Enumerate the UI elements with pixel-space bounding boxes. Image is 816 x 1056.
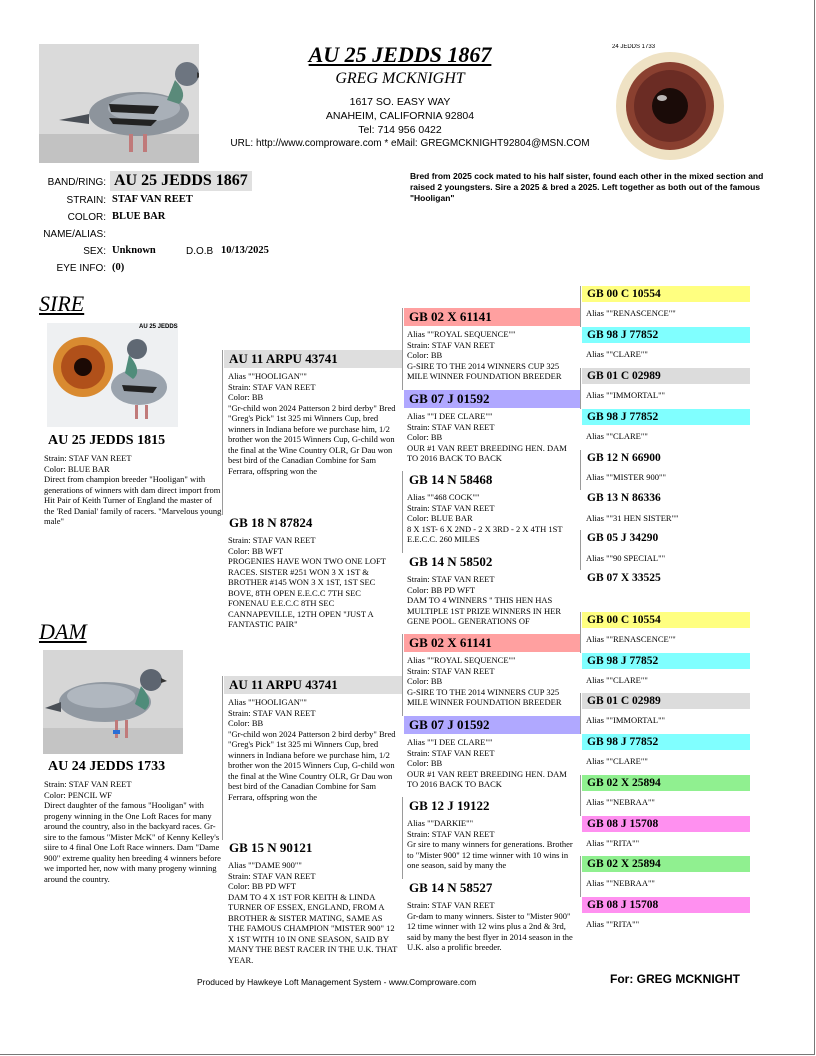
detail-line: Color: BB	[407, 676, 443, 686]
g4-dam-4-alias: Alias ""CLARE""	[586, 756, 648, 766]
g4-sire-2-band: GB 98 J 77852	[582, 327, 750, 343]
detail-line: Strain: STAF VAN REET	[407, 828, 495, 839]
address-line-1: 1617 SO. EASY WAY	[349, 96, 451, 108]
g4-sire-8-band: GB 07 X 33525	[587, 572, 661, 584]
detail-line: Color: BB	[407, 350, 443, 360]
detail-line: DAM TO 4 WINNERS " THIS HEN HAS MULTIPLE 1ST PRIZE WINNERS IN HER GENE POOL. GENERATIONS OF	[407, 595, 562, 626]
detail-line: Color: BLUE BAR	[407, 513, 473, 523]
dam-photo	[43, 650, 183, 754]
detail-line: Color: BB WFT	[228, 545, 284, 556]
bird-photo	[39, 44, 199, 163]
g3-sire-2-band: GB 07 J 01592	[404, 390, 580, 408]
phone: Tel: 714 956 0422	[358, 124, 442, 136]
g4-sire-1-alias: Alias ""RENASCENCE""	[586, 308, 676, 318]
connector-line	[402, 308, 403, 390]
band-label: BAND/RING:	[47, 177, 106, 188]
g4-sire-3-band: GB 01 C 02989	[582, 368, 750, 384]
detail-line: Strain: STAF VAN REET	[228, 870, 316, 881]
dam-dam-details	[228, 860, 400, 976]
detail-line: Alias ""HOOLIGAN""	[228, 697, 307, 707]
connector-line	[580, 368, 581, 409]
connector-line	[580, 612, 581, 653]
dam-dam-band: GB 15 N 90121	[229, 840, 313, 855]
detail-line: Gr sire to many winners for generations. Brother to "Mister 900" 12 time winner with 10 wins in one season, said by many the	[407, 839, 573, 870]
report-title: AU 25 JEDDS 1867	[308, 42, 492, 67]
g4-dam-2-band: GB 98 J 77852	[582, 653, 750, 669]
g4-sire-2-alias: Alias ""CLARE""	[586, 349, 648, 359]
dob-label: D.O.B	[186, 246, 214, 257]
sire-sire-band: AU 11 ARPU 43741	[224, 350, 402, 368]
g4-dam-3-band: GB 01 C 02989	[582, 693, 750, 709]
g4-sire-3-alias: Alias ""IMMORTAL""	[586, 390, 666, 400]
detail-line: Color: BB	[228, 718, 264, 728]
g3-dam-3-band: GB 12 J 19122	[409, 798, 490, 813]
detail-line: G-SIRE TO THE 2014 WINNERS CUP 325 MILE WINNER FOUNDATION BREEDER	[407, 360, 562, 381]
sire-band: AU 25 JEDDS 1815	[48, 433, 166, 448]
strain-value: STAF VAN REET	[112, 194, 193, 205]
detail-line: Strain: STAF VAN REET	[407, 339, 495, 350]
connector-line	[580, 775, 581, 816]
detail-line: "Gr-child won 2024 Patterson 2 bird derby" Bred "Greg's Pick" 1st 325 mi Winners Cup, bred winners in Indiana before we purchase him, 1/2 brother won the 2015 Winners Cup, G-child won the final at the Wine Country OLR, Gr Dau won best bird of the Canadian Combine for Sam Ferrara, offspring won the	[228, 728, 396, 802]
g3-dam-3-details	[407, 818, 579, 874]
footer-produced: Produced by Hawkeye Loft Management System - www.Comproware.com	[197, 977, 477, 987]
detail-line: Alias ""DAME 900""	[228, 860, 302, 870]
bird-notes: Bred from 2025 cock mated to his half sister, found each other in the mixed section and raised 2 youngsters. Sire a 2025 & bred a 2025. Left together as both out of the famous "Hooligan"	[410, 171, 764, 203]
detail-line: Alias ""ROYAL SEQUENCE""	[407, 329, 516, 339]
detail-line: OUR #1 VAN REET BREEDING HEN. DAM TO 2016 BACK TO BACK	[407, 442, 567, 463]
g4-dam-1-band: GB 00 C 10554	[582, 612, 750, 628]
sire-dam-band: GB 18 N 87824	[229, 515, 313, 530]
dam-title: DAM	[39, 619, 87, 644]
detail-line: DAM TO 4 X 1ST FOR KEITH & LINDA TURNER OF ESSEX, ENGLAND, FROM A BROTHER & SISTER MATING, SAME AS THE FAMOUS CHAMPION "MISTER 900" 12 X 1ST WITH 10 IN ONE SEASON, SAID BY MANY THE BEST RACER IN THE U.K. THAT YEAR.	[228, 891, 398, 965]
dam-image	[43, 650, 183, 754]
detail-line: Strain: STAF VAN REET	[228, 381, 316, 392]
sire-color: Color: BLUE BAR	[44, 463, 110, 474]
color-label: COLOR:	[67, 212, 106, 223]
g3-sire-3-details	[407, 492, 579, 550]
detail-line: Alias ""I DEE CLARE""	[407, 737, 493, 747]
eye-image	[610, 44, 730, 162]
g4-sire-1-band: GB 00 C 10554	[582, 286, 750, 302]
connector-line	[580, 693, 581, 734]
detail-line: "Gr-child won 2024 Patterson 2 bird derby" Bred "Greg's Pick" 1st 325 mi Winners Cup, bred winners in Indiana before we purchase him, 1/2 brother won the 2015 Winners Cup, G-child won the final at the Wine Country OLR, Gr Dau won best bird of the Canadian Combine for Sam Ferrara, offspring won the	[228, 402, 396, 476]
detail-line: Gr-dam to many winners. Sister to "Mister 900" 12 time winner with 12 wins plus a 2nd & 3rd, said by many the best flyer in 2014 season in the U.K. also a prolific breeder.	[407, 910, 573, 952]
dam-sire-band: AU 11 ARPU 43741	[224, 676, 402, 694]
detail-line: Color: BB PD WFT	[228, 881, 297, 891]
g4-dam-8-alias: Alias ""RITA""	[586, 919, 640, 929]
connector-line	[580, 450, 581, 490]
g3-dam-4-details	[407, 900, 579, 964]
sire-photo-tag: AU 25 JEDDS	[139, 324, 178, 330]
g3-dam-2-band: GB 07 J 01592	[404, 716, 580, 734]
sire-notes: Direct from champion breeder "Hooligan" with generations of winners with dam direct import from Hit Pair of Keith Turner of England the master of the 'Red Danial' family of racers. "Marvelous young male"	[44, 474, 222, 526]
footer-for: For: GREG MCKNIGHT	[610, 972, 740, 986]
pigeon-image	[39, 44, 199, 163]
sire-title: SIRE	[39, 291, 85, 316]
detail-line: Strain: STAF VAN REET	[407, 421, 495, 432]
sex-label: SEX:	[83, 246, 106, 257]
g3-sire-1-band: GB 02 X 61141	[404, 308, 580, 326]
g4-dam-6-band: GB 08 J 15708	[582, 816, 750, 832]
sire-dam-details	[228, 535, 400, 643]
detail-line: Alias ""ROYAL SEQUENCE""	[407, 655, 516, 665]
dam-notes: Direct daughter of the famous "Hooligan" with progeny winning in the One Loft Races for many around the country, also in the backyard races. Gr-sire to the famous "Mister McK" of Kenny Kelley's siire to 4 final One Loft Race winners. Dam "Dame 900" extreme quality hen breeding 4 winners before we imported her, now with many progeny winning around the country.	[44, 800, 221, 884]
g4-dam-1-alias: Alias ""RENASCENCE""	[586, 634, 676, 644]
dob-value: 10/13/2025	[221, 245, 269, 256]
detail-line: Color: BB	[228, 392, 264, 402]
sire-sire-details	[228, 371, 400, 491]
dam-details	[44, 779, 224, 913]
eye-photo	[610, 44, 730, 162]
dam-color: Color: PENCIL WF	[44, 789, 113, 800]
g3-dam-2-details	[407, 737, 579, 795]
detail-line: Color: BB	[407, 758, 443, 768]
g4-sire-6-band: GB 13 N 86336	[587, 492, 661, 504]
g3-dam-4-band: GB 14 N 58527	[409, 880, 493, 895]
sire-photo	[47, 323, 178, 427]
g3-sire-2-details	[407, 411, 579, 469]
detail-line: 8 X 1ST- 6 X 2ND - 2 X 3RD - 2 X 4TH 1ST E.E.C.C. 260 MILES	[407, 523, 563, 544]
detail-line: Strain: STAF VAN REET	[407, 900, 495, 910]
sire-image	[47, 323, 178, 427]
g4-dam-6-alias: Alias ""RITA""	[586, 838, 640, 848]
g4-sire-5-alias: Alias ""MISTER 900""	[586, 472, 666, 482]
strain-label: STRAIN:	[66, 195, 106, 206]
band-value: AU 25 JEDDS 1867	[110, 171, 252, 191]
connector-line	[580, 530, 581, 570]
g4-dam-7-alias: Alias ""NEBRAA""	[586, 878, 655, 888]
sire-details	[44, 453, 222, 539]
detail-line: Strain: STAF VAN REET	[407, 747, 495, 758]
g4-sire-5-band: GB 12 N 66900	[587, 452, 661, 464]
g4-dam-7-band: GB 02 X 25894	[582, 856, 750, 872]
detail-line: Strain: STAF VAN REET	[407, 574, 495, 584]
g4-dam-3-alias: Alias ""IMMORTAL""	[586, 715, 666, 725]
g4-sire-7-alias: Alias ""90 SPECIAL""	[586, 553, 666, 563]
detail-line: Alias ""468 COCK""	[407, 492, 480, 502]
url-email: URL: http://www.comproware.com * eMail: GREGMCKNIGHT92804@MSN.COM	[230, 138, 590, 149]
connector-line	[222, 350, 223, 515]
g3-sire-4-band: GB 14 N 58502	[409, 554, 493, 569]
g3-sire-1-details	[407, 329, 579, 389]
g3-dam-1-band: GB 02 X 61141	[404, 634, 580, 652]
g3-dam-1-details	[407, 655, 579, 715]
detail-line: PROGENIES HAVE WON TWO ONE LOFT RACES. SISTER #251 WON 3 X 1ST & BROTHER #145 WON 3 X 1ST, 1ST SEC BOVE, 8TH OPEN E.E.C.C 7TH SEC FONENAU E.E.C.C 8TH SEC CANNAPEVILLE, 12TH OPEN "JUST A FANTASTIC PAIR"	[228, 556, 386, 629]
g4-dam-2-alias: Alias ""CLARE""	[586, 675, 648, 685]
owner-name: GREG MCKNIGHT	[335, 70, 465, 87]
g4-dam-4-band: GB 98 J 77852	[582, 734, 750, 750]
g3-sire-4-details	[407, 574, 579, 630]
connector-line	[402, 634, 403, 716]
detail-line: OUR #1 VAN REET BREEDING HEN. DAM TO 2016 BACK TO BACK	[407, 768, 567, 789]
detail-line: Color: BB PD WFT	[407, 584, 476, 595]
detail-line: Color: BB	[407, 432, 443, 442]
connector-line	[402, 797, 403, 879]
color-value: BLUE BAR	[112, 211, 166, 222]
sex-value: Unknown	[112, 245, 156, 256]
g3-sire-3-band: GB 14 N 58468	[409, 472, 493, 487]
connector-line	[402, 471, 403, 553]
detail-line: Alias ""DARKIE""	[407, 818, 474, 828]
dam-band: AU 24 JEDDS 1733	[48, 759, 166, 774]
eye-value: (0)	[112, 262, 125, 273]
g4-sire-4-band: GB 98 J 77852	[582, 409, 750, 425]
connector-line	[580, 286, 581, 327]
g4-sire-7-band: GB 05 J 34290	[587, 532, 659, 544]
detail-line: Alias ""I DEE CLARE""	[407, 411, 493, 421]
detail-line: G-SIRE TO THE 2014 WINNERS CUP 325 MILE WINNER FOUNDATION BREEDER	[407, 686, 562, 707]
detail-line: Strain: STAF VAN REET	[407, 665, 495, 676]
g4-dam-5-band: GB 02 X 25894	[582, 775, 750, 791]
g4-dam-5-alias: Alias ""NEBRAA""	[586, 797, 655, 807]
detail-line: Strain: STAF VAN REET	[228, 707, 316, 718]
detail-line: Strain: STAF VAN REET	[228, 535, 316, 545]
address-line-2: ANAHEIM, CALIFORNIA 92804	[325, 110, 475, 122]
connector-line	[580, 856, 581, 897]
dam-strain: Strain: STAF VAN REET	[44, 779, 132, 789]
dam-sire-details	[228, 697, 400, 817]
g4-sire-6-alias: Alias ""31 HEN SISTER""	[586, 513, 679, 523]
detail-line: Alias ""HOOLIGAN""	[228, 371, 307, 381]
detail-line: Strain: STAF VAN REET	[407, 502, 495, 513]
eye-photo-tag: 24 JEDDS 1733	[612, 44, 656, 50]
g4-dam-8-band: GB 08 J 15708	[582, 897, 750, 913]
eye-label: EYE INFO:	[56, 263, 106, 274]
g4-sire-4-alias: Alias ""CLARE""	[586, 431, 648, 441]
sire-strain: Strain: STAF VAN REET	[44, 453, 132, 463]
connector-line	[222, 676, 223, 840]
name-label: NAME/ALIAS:	[43, 229, 106, 240]
